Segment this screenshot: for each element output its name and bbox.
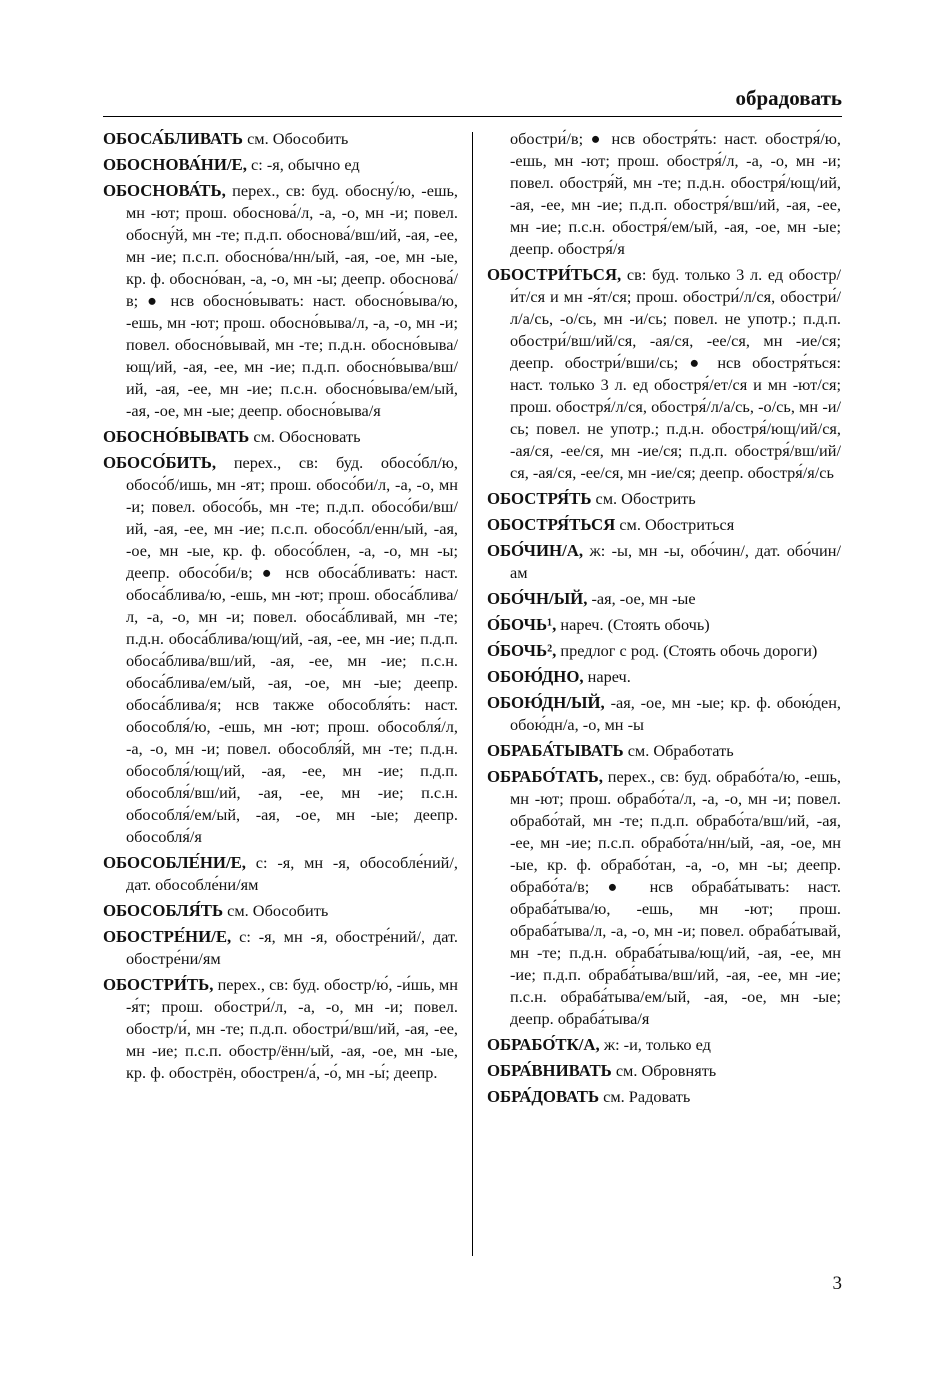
entry-definition: обостри́/в; ● нсв обостря́ть: наст. обостря́/ю, -ешь, мн -ют; прош. обостря́/л, -а, -о, мн -и; повел. обостря́й, мн -те; п.д.н. обостря́/ющ/ий, -ая, -ее, мн -ие; п.д.п. обостря́/вш/ий, -ая, -ее, мн -ие; п.с.н. обостря́/ем/ый, -ая, -ое, мн -ые; деепр. обостря́/я [510,129,841,258]
entry-definition: с: -я, мн -я, обостре́ний/, дат. обостре́ни/ям [126,927,458,968]
entry-headword: ОБОСТРИ́ТЬСЯ, [487,265,622,284]
entry-headword: ОБОСОБЛЯ́ТЬ [103,901,224,920]
dictionary-entry [103,974,458,1084]
entry-headword: ОБОСА́БЛИВАТЬ [103,129,243,148]
entry-definition: перех., св: буд. обрабо́та/ю, -ешь, мн -ют; прош. обрабо́та/л, -а, -о, мн -и; повел. обрабо́тай, мн -те; п.д.п. обрабо́та/вш/ий, -ая, -ее, мн -ие; п.с.п. обрабо́та/нн/ый, -ая, -ое, мн -ые, кр. ф. обрабо́тан, -а, -о, мн -ы; деепр. обрабо́та/в; ● нсв обраба́тывать: наст. обраба́тыва/ю, -ешь, мн -ют; прош. обраба́тыва/л, -а, -о, мн -и; повел. обраба́тывай, мн -те; п.д.н. обраба́тыва/ющ/ий, -ая, -ее, мн -ие; п.д.п. обраба́тыва/вш/ий, -ая, -ее, мн -ие; п.с.н. обраба́тыва/ем/ый, -ая, -ое, мн -ые; деепр. обраба́тыва/я [510,767,841,1028]
entry-headword: ОБОСОБЛЕ́НИ/Е, [103,853,246,872]
dictionary-entry [487,766,841,1030]
right-column [487,128,841,1112]
page-number: 3 [832,1273,842,1294]
entry-definition: нареч. [587,667,631,686]
running-head-word: обрадовать [735,86,842,110]
dictionary-entry [103,426,458,448]
entry-headword: ОБОСТРИ́ТЬ, [103,975,214,994]
dictionary-entry [487,128,841,260]
entry-definition: -ая, -ое, мн -ые [591,589,696,608]
entry-headword: ОБРА́ДОВАТЬ [487,1087,600,1106]
dictionary-entry [487,588,841,610]
entry-headword: ОБОСНОВА́НИ/Е, [103,155,247,174]
entry-definition: нареч. (Стоять обочь) [560,615,710,634]
entry-definition: перех., св: буд. обостр/ю́, -и́шь, мн -я́т; прош. обостри́/л, -а, -о, мн -и; повел. обостр/и́, мн -те; п.д.п. обостри́/вш/ий, -ая, -ее, мн -ие; п.с.п. обостр/ённ/ый, -ая, -ое, мн -ые, кр. ф. обострён, обострен/а́, -о́, мн -ы́; деепр. [126,975,458,1082]
entry-definition: см. Обработать [627,741,734,760]
dictionary-entry [487,692,841,736]
column-divider [472,132,473,1256]
entry-headword: ОБРАБА́ТЫВАТЬ [487,741,624,760]
dictionary-entry [103,900,458,922]
entry-headword: ОБО́ЧН/ЫЙ, [487,589,588,608]
entry-headword: ОБОСТРЯ́ТЬ [487,489,592,508]
dictionary-entry [487,640,841,662]
dictionary-entry [487,1086,841,1108]
entry-definition: с: -я, мн -я, обособле́ний/, дат. обособле́ни/ям [126,853,458,894]
running-header [103,86,842,117]
entry-headword: ОБОСТРЕ́НИ/Е, [103,927,232,946]
dictionary-entry [487,614,841,636]
entry-definition: св: буд. только 3 л. ед обостр/и́т/ся и мн -я́т/ся; прош. обостри́/л/ся, обостри́/л/а/сь, -о/сь, мн -и/сь; повел. не употр.; п.д.п. обостри́/вш/ий/ся, -ая/ся, -ее/ся, мн -ие/ся; деепр. обостри́/вши/сь; ● нсв обостря́ться: наст. только 3 л. ед обостря́/ет/ся и мн -ют/ся; прош. обостря́/л/ся, обостря́/л/а/сь, -о/сь, мн -и/сь; повел. не употр.; п.д.н. обостря́/ющ/ий/ся, -ая/ся, -ее/ся, мн -ие/ся; п.д.п. обостря́/вш/ий/ся, -ая/ся, -ее/ся, мн -ие/ся; деепр. обостря́/я/сь [510,265,841,482]
dictionary-entry [103,452,458,848]
entry-definition: перех., св: буд. обосну́/ю, -ешь, мн -ют; прош. обоснова́/л, -а, -о, мн -и; повел. обосну́й, мн -те; п.д.п. обоснова́/вш/ий, -ая, -ее, мн -ие; п.с.п. обосно́ва/нн/ый, -ая, -ое, мн -ые, кр. ф. обосно́ван, -а, -о, мн -ы; деепр. обоснова́/в; ● нсв обосно́вывать: наст. обосно́выва/ю, -ешь, мн -ют; прош. обосно́выва/л, -а, -о, мн -и; повел. обосно́вывай, мн -те; п.д.н. обосно́выва/ющ/ий, -ая, -ее, мн -ие; п.д.п. обосно́выва/вш/ий, -ая, -ее, мн -ие; п.с.н. обосно́выва/ем/ый, -ая, -ое, мн -ые; деепр. обосно́выва/я [126,181,458,420]
entry-definition: см. Обособить [247,129,349,148]
entry-headword: ОБОЮ́ДН/ЫЙ, [487,693,605,712]
entry-headword: ОБОСТРЯ́ТЬСЯ [487,515,616,534]
dictionary-entry [103,128,458,150]
entry-headword: ОБРАБО́ТАТЬ, [487,767,603,786]
entry-definition: см. Обосновать [253,427,361,446]
dictionary-entry [487,1034,841,1056]
dictionary-entry [103,852,458,896]
entry-definition: см. Радовать [603,1087,691,1106]
entry-definition: ж: -ы, мн -ы, обо́чин/, дат. обо́чин/ам [510,541,841,582]
entry-definition: см. Обровнять [615,1061,717,1080]
entry-headword: О́БОЧЬ¹, [487,615,557,634]
dictionary-entry [103,180,458,422]
entry-headword: ОБРАБО́ТК/А, [487,1035,600,1054]
entry-definition: ж: -и, только ед [603,1035,711,1054]
entry-definition: предлог с род. (Стоять обочь дороги) [560,641,818,660]
entry-definition: -ая, -ое, мн -ые; кр. ф. обою́ден, обою́дн/а, -о, мн -ы [510,693,842,734]
entry-headword: ОБОСО́БИТЬ, [103,453,217,472]
entry-headword: О́БОЧЬ², [487,641,557,660]
entry-headword: ОБОСНОВА́ТЬ, [103,181,226,200]
dictionary-entry [487,666,841,688]
entry-headword: ОБРА́ВНИВАТЬ [487,1061,612,1080]
entry-headword: ОБОСНО́ВЫВАТЬ [103,427,250,446]
entry-definition: см. Обособить [227,901,329,920]
dictionary-entry [103,154,458,176]
dictionary-entry [487,1060,841,1082]
entry-definition: перех., св: буд. обосо́бл/ю, обосо́б/ишь, мн -ят; прош. обосо́би/л, -а, -о, мн -и; повел. обосо́бь, мн -те; п.д.п. обосо́би/вш/ий, -ая, -ее, мн -ие; п.с.п. обосо́бл/енн/ый, -ая, -ое, мн -ые, кр. ф. обосо́блен, -а, -о, мн -ы; деепр. обосо́би/в; ● нсв обоса́бливать: наст. обоса́блива/ю, -ешь, мн -ют; прош. обоса́блива/л, -а, -о, мн -и; повел. обоса́бливай, мн -те; п.д.н. обоса́блива/ющ/ий, -ая, -ее, мн -ие; п.д.п. обоса́блива/вш/ий, -ая, -ее, мн -ие; п.с.н. обоса́блива/ем/ый, -ая, -ое, мн -ые; деепр. обоса́блива/я; нсв также обособля́ть: наст. обособля́/ю, -ешь, мн -ют; прош. обособля́/л, -а, -о, мн -и; повел. обособля́й, мн -те; п.д.н. обособля́/ющ/ий, -ая, -ее, мн -ие; п.д.п. обособля́/вш/ий, -ая, -ее, мн -ие; п.с.н. обособля́/ем/ый, -ая, -ое, мн -ые; деепр. обособля́/я [126,453,458,846]
entry-headword: ОБО́ЧИН/А, [487,541,584,560]
left-column [103,128,458,1088]
dictionary-entry [487,514,841,536]
entry-headword: ОБОЮ́ДНО, [487,667,584,686]
entry-definition: с: -я, обычно ед [251,155,360,174]
dictionary-entry [487,540,841,584]
dictionary-entry [487,740,841,762]
dictionary-entry [487,488,841,510]
dictionary-entry [103,926,458,970]
dictionary-entry [487,264,841,484]
entry-definition: см. Обостриться [619,515,735,534]
entry-definition: см. Обострить [595,489,696,508]
